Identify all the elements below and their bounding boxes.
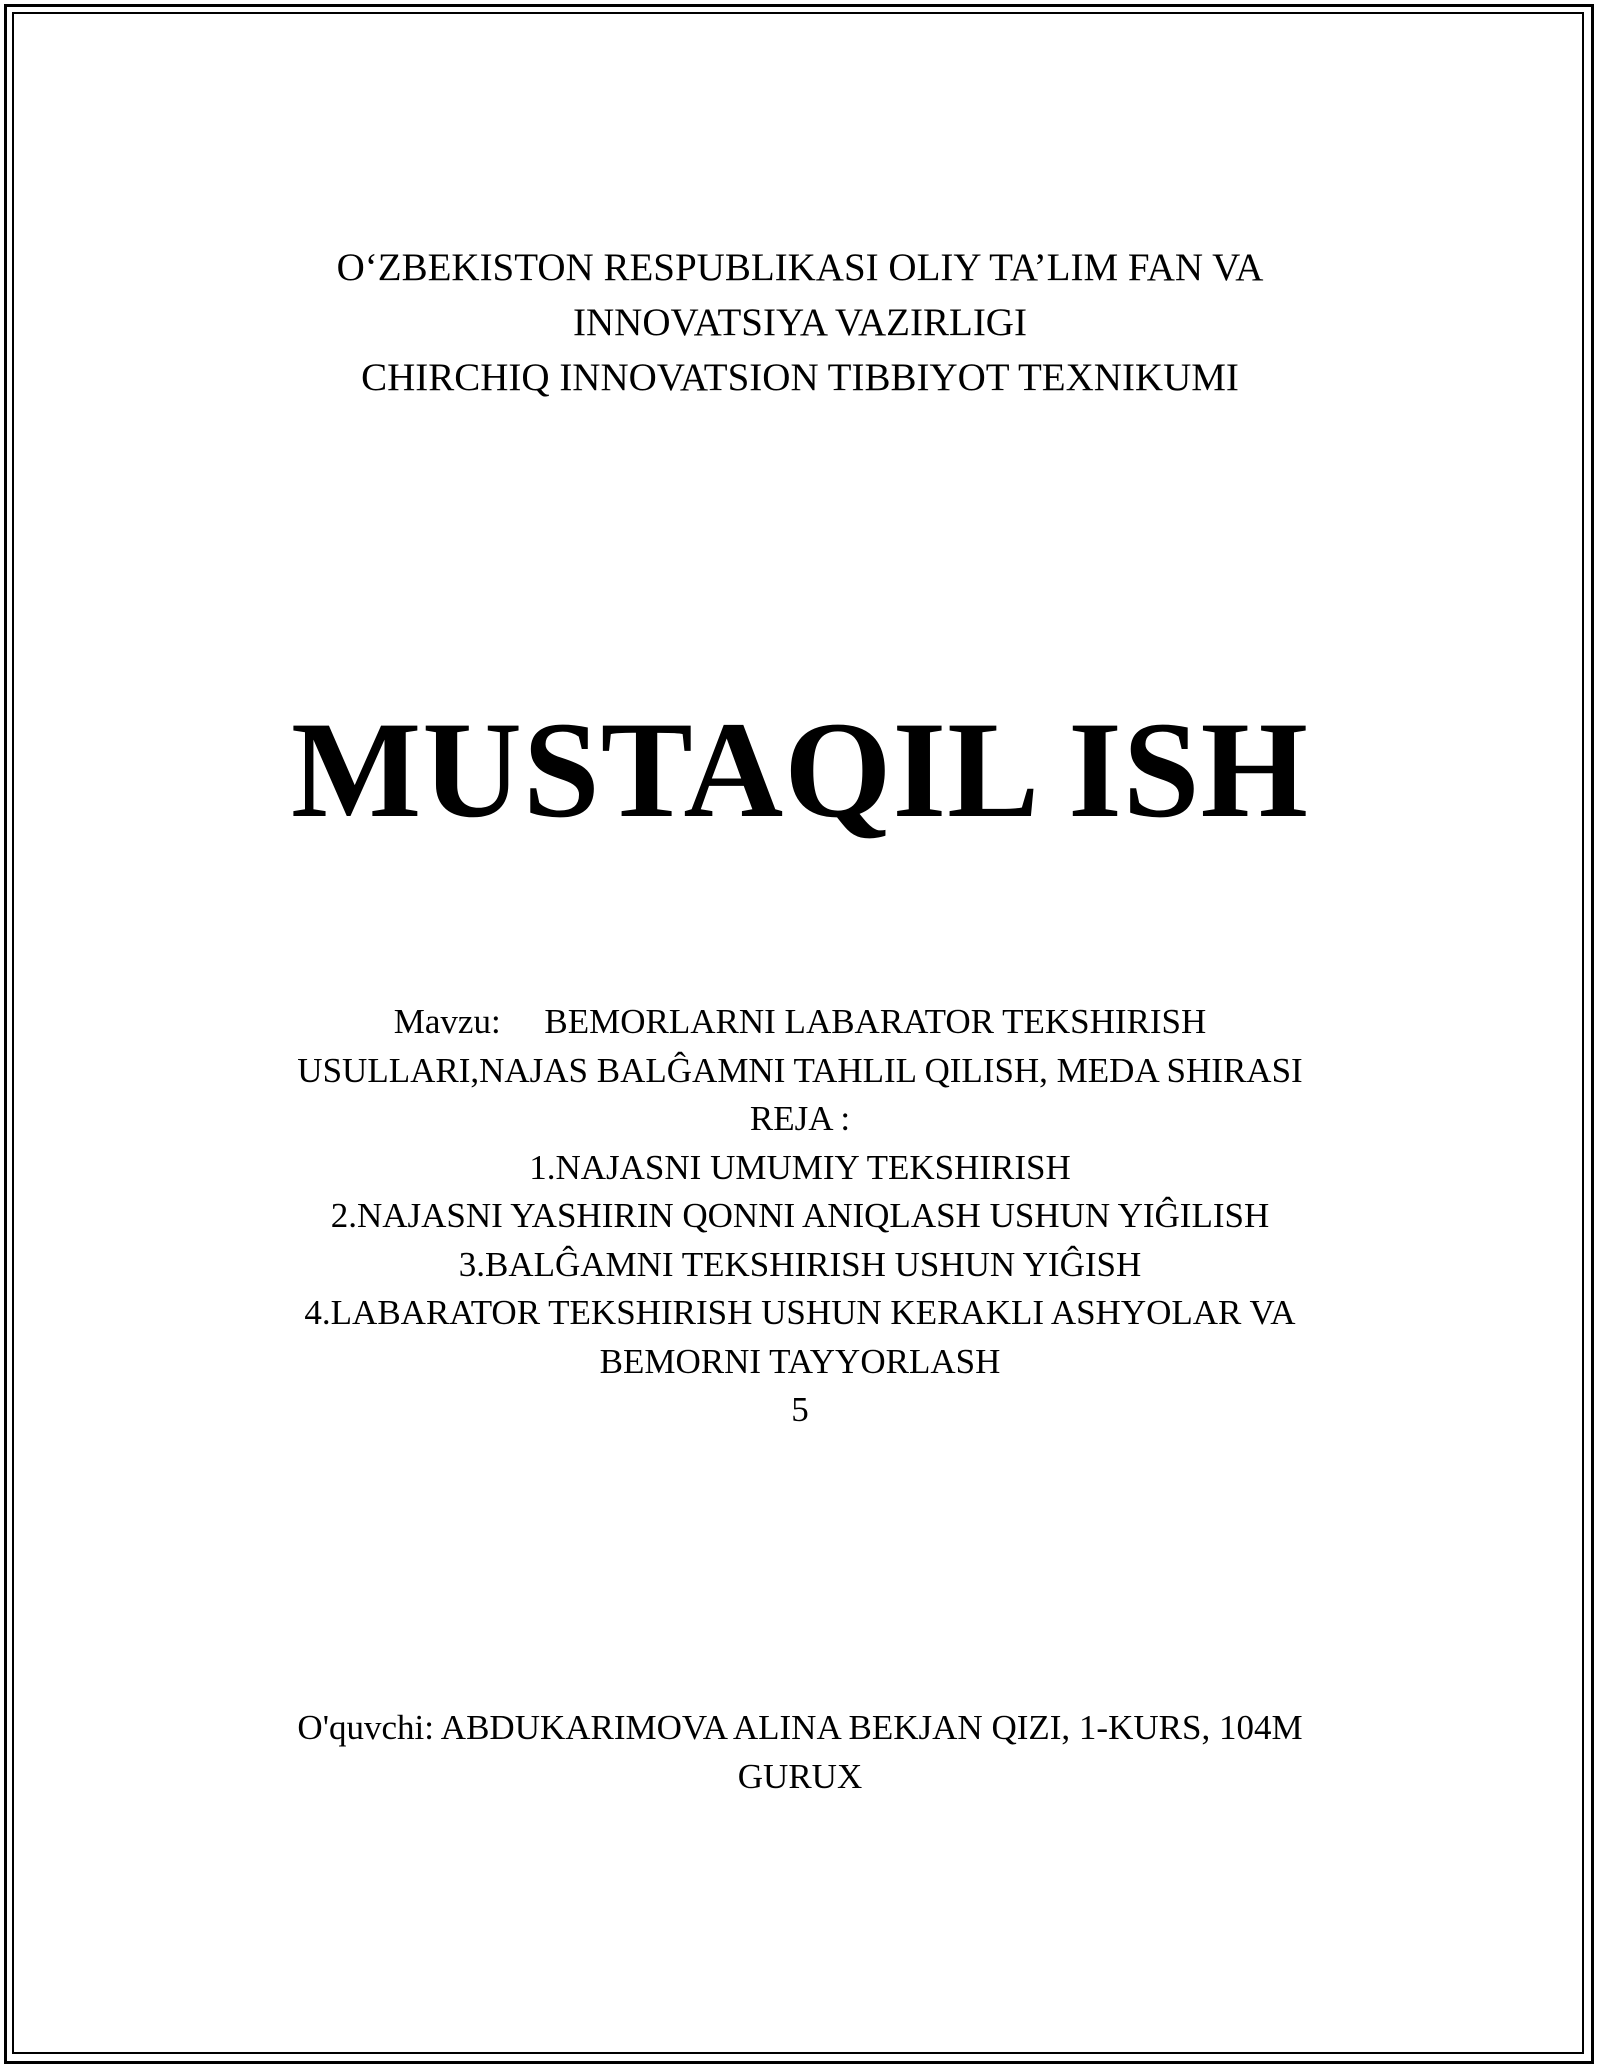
topic-line-1: Mavzu: BEMORLARNI LABARATOR TEKSHIRISH [393, 1002, 1207, 1041]
student-line-1: O'quvchi: ABDUKARIMOVA ALINA BEKJAN QIZI, 1-KURS, 104M [297, 1708, 1303, 1747]
plan-item-4-continued: BEMORNI TAYYORLASH [599, 1341, 1001, 1381]
header-line-3: CHIRCHIQ INNOVATSION TIBBIYOT TEXNIKUMI [361, 356, 1239, 399]
document-title: MUSTAQIL ISH [291, 693, 1309, 846]
plan-item-2: 2.NAJASNI YASHIRIN QONNI ANIQLASH USHUN YIĜILISH [330, 1196, 1270, 1235]
institution-header [0, 240, 1600, 405]
header-line-2: INNOVATSIYA VAZIRLIGI [573, 301, 1027, 344]
topic-section [0, 998, 1600, 1435]
topic-line-2: USULLARI,NAJAS BALĜAMNI TAHLIL QILISH, MEDA SHIRASI [297, 1050, 1303, 1090]
plan-item-1: 1.NAJASNI UMUMIY TEKSHIRISH [529, 1147, 1071, 1187]
plan-heading: REJA : [749, 1099, 851, 1138]
plan-item-3: 3.BALĜAMNI TEKSHIRISH USHUN YIĜISH [458, 1244, 1142, 1284]
student-line-2: GURUX [737, 1757, 863, 1796]
student-info [0, 1703, 1600, 1801]
plan-item-4: 4.LABARATOR TEKSHIRISH USHUN KERAKLI ASHYOLAR VA [304, 1293, 1296, 1332]
header-line-1: O‘ZBEKISTON RESPUBLIKASI OLIY TA’LIM FAN VA [336, 246, 1264, 289]
plan-item-5: 5 [791, 1390, 809, 1429]
